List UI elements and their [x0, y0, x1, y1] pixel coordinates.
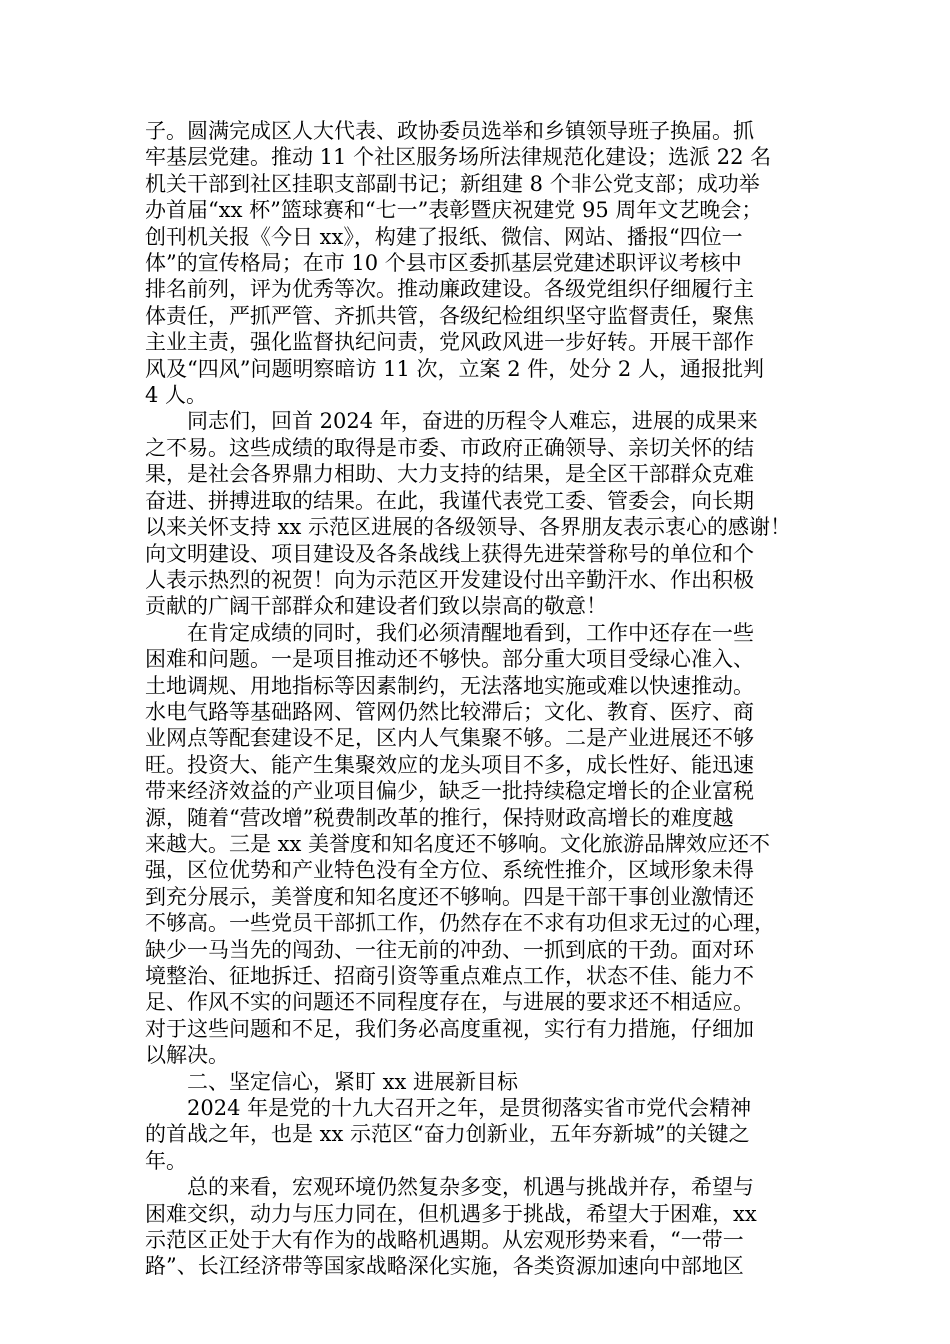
text-line: 之不易。这些成绩的取得是市委、市政府正确领导、亲切关怀的结: [145, 435, 754, 460]
text-line: 困难和问题。一是项目推动还不够快。部分重大项目受绿心准入、: [145, 647, 754, 672]
text-line: 示范区正处于大有作为的战略机遇期。从宏观形势来看，“一带一: [145, 1228, 744, 1253]
section-heading: [145, 1069, 817, 1095]
text-line: 强，区位优势和产业特色没有全方位、系统性推介，区域形象未得: [145, 858, 754, 883]
text-line: 路”、长江经济带等国家战略深化实施，各类资源加速向中部地区: [145, 1254, 744, 1279]
text-line: 排名前列，评为优秀等次。推动廉政建设。各级党组织仔细履行主: [145, 277, 754, 302]
paragraph: [145, 620, 817, 1069]
text-line: 土地调规、用地指标等因素制约，无法落地实施或难以快速推动。: [145, 673, 754, 698]
text-line: 以来关怀支持 xx 示范区进展的各级领导、各界朋友表示衷心的感谢！: [145, 515, 792, 540]
text-line: 向文明建设、项目建设及各条战线上获得先进荣誉称号的单位和个: [145, 541, 754, 566]
text-line: 子。圆满完成区人大代表、政协委员选举和乡镇领导班子换届。抓: [145, 119, 754, 143]
text-line: 4 人。: [145, 383, 208, 408]
text-line: 主业主责，强化监督执纪问责，党风政风进一步好转。开展干部作: [145, 330, 754, 355]
text-line: 果，是社会各界鼎力相助、大力支持的结果，是全区干部群众克难: [145, 462, 754, 487]
text-line: 体责任，严抓严管、齐抓共管，各级纪检组织坚守监督责任，聚焦: [145, 303, 754, 328]
document-page: [145, 118, 817, 1280]
text-line: 到充分展示，美誉度和知名度还不够响。四是干部干事创业激情还: [145, 884, 754, 909]
text-line: 困难交织，动力与压力同在，但机遇多于挑战，希望大于困难，xx: [145, 1201, 757, 1226]
paragraph: [145, 1174, 817, 1280]
text-line: 境整治、征地拆迁、招商引资等重点难点工作，状态不佳、能力不: [145, 964, 754, 988]
text-line: 奋进、拼搏进取的结果。在此，我谨代表党工委、管委会，向长期: [145, 488, 754, 513]
text-line: 创刊机关报《今日 xx》，构建了报纸、微信、网站、播报“四位一: [145, 224, 743, 249]
text-line: 在肯定成绩的同时，我们必须清醒地看到，工作中还存在一些: [187, 620, 754, 645]
text-line: 人表示热烈的祝贺！向为示范区开发建设付出辛勤汗水、作出积极: [145, 567, 754, 592]
text-line: 总的来看，宏观环境仍然复杂多变，机遇与挑战并存，希望与: [187, 1175, 754, 1200]
text-line: 机关干部到社区挂职支部副书记；新组建 8 个非公党支部；成功举: [145, 171, 760, 196]
paragraph: [145, 408, 817, 619]
text-line: 带来经济效益的产业项目偏少，缺乏一批持续稳定增长的企业富税: [145, 779, 754, 804]
text-line: 风及“四风”问题明察暗访 11 次，立案 2 件，处分 2 人，通报批判: [145, 356, 764, 381]
heading-text: 二、坚定信心，紧盯 xx 进展新目标: [187, 1069, 519, 1094]
text-line: 缺少一马当先的闯劲、一往无前的冲劲、一抓到底的干劲。面对环: [145, 937, 754, 962]
text-line: 来越大。三是 xx 美誉度和知名度还不够响。文化旅游品牌效应还不: [145, 831, 771, 856]
text-line: 2024 年是党的十九大召开之年，是贯彻落实省市党代会精神: [187, 1096, 752, 1121]
paragraph: [145, 1095, 817, 1174]
paragraph: [145, 118, 817, 408]
text-line: 足、作风不实的问题还不同程度存在，与进展的要求还不相适应。: [145, 990, 754, 1015]
text-line: 对于这些问题和不足，我们务必高度重视，实行有力措施，仔细加: [145, 1016, 754, 1041]
text-line: 的首战之年，也是 xx 示范区“奋力创新业，五年夯新城”的关键之: [145, 1122, 750, 1147]
text-line: 年。: [145, 1148, 187, 1173]
text-line: 同志们，回首 2024 年，奋进的历程令人难忘，进展的成果来: [187, 409, 758, 434]
text-line: 体”的宣传格局；在市 10 个县市区委抓基层党建述职评议考核中: [145, 251, 742, 276]
text-line: 办首届“xx 杯”篮球赛和“七一”表彰暨庆祝建党 95 周年文艺晚会；: [145, 198, 763, 223]
text-line: 牢基层党建。推动 11 个社区服务场所法律规范化建设；选派 22 名: [145, 145, 772, 170]
text-line: 水电气路等基础路网、管网仍然比较滞后；文化、教育、医疗、商: [145, 699, 754, 724]
text-line: 以解决。: [145, 1043, 229, 1068]
text-line: 贡献的广阔干部群众和建设者们致以崇高的敬意！: [145, 594, 607, 619]
text-line: 业网点等配套建设不足，区内人气集聚不够。二是产业进展还不够: [145, 726, 754, 751]
text-line: 旺。投资大、能产生集聚效应的龙头项目不多，成长性好、能迅速: [145, 752, 754, 777]
text-line: 不够高。一些党员干部抓工作，仍然存在不求有功但求无过的心理，: [145, 911, 775, 936]
text-line: 源，随着“营改增”税费制改革的推行，保持财政高增长的难度越: [145, 805, 734, 830]
